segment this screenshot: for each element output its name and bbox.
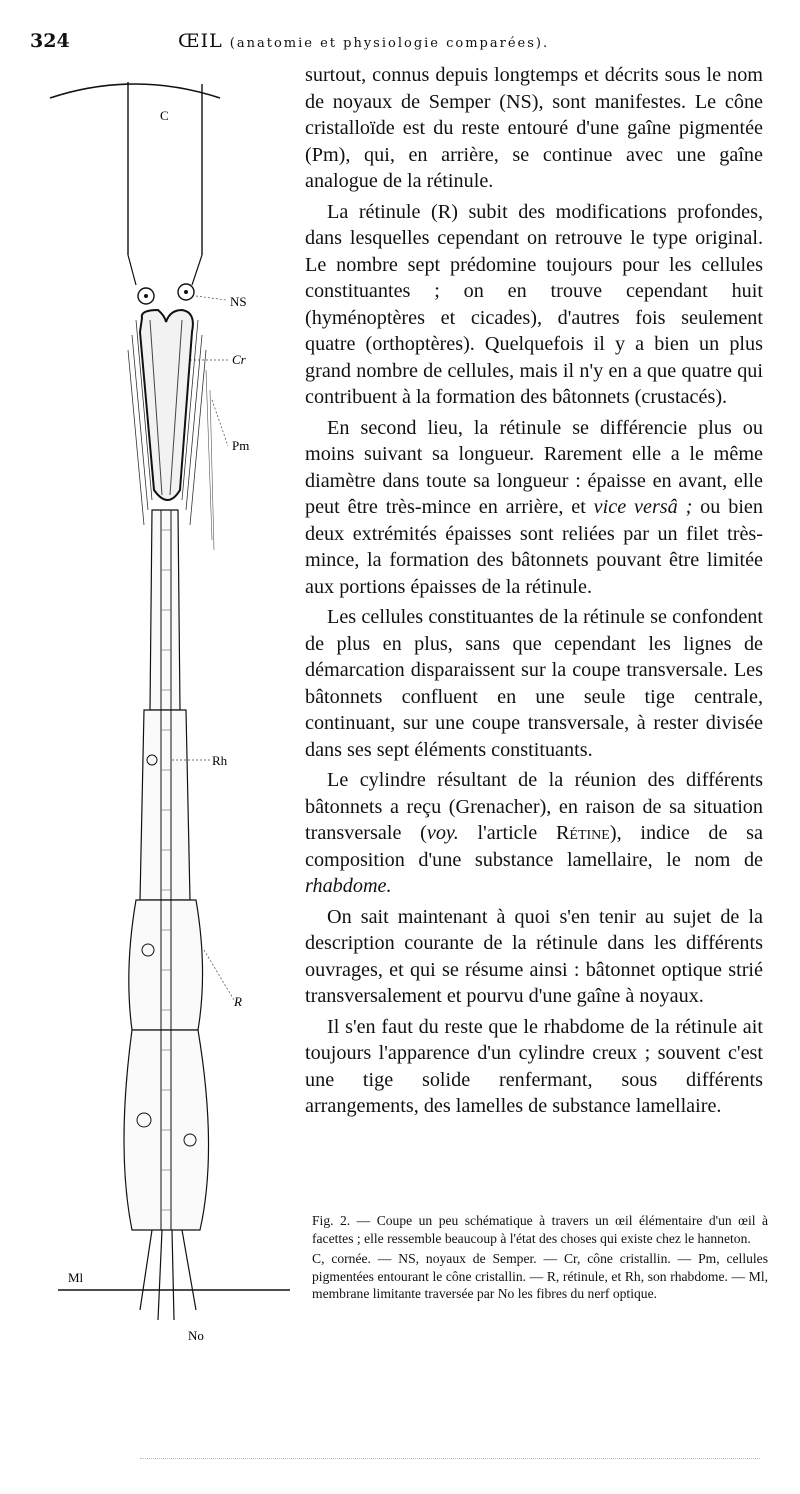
caption-legend: C, cornée. — NS, noyaux de Semper. — Cr, cône cristallin. — Pm, cellules pigmentées entourant le cône cristallin. — R, rétinule, et Rh, son rhabdome. — Ml, membrane limitante traversée par No les fibres du nerf optique.	[312, 1251, 768, 1301]
paragraph-5-ref: Rétine	[555, 822, 610, 844]
footer-rule	[140, 1458, 760, 1460]
leader-pm	[212, 400, 228, 446]
paragraph-5	[305, 767, 763, 900]
label-rh: Rh	[212, 753, 228, 768]
paragraph-3-start: En second lieu, la rétinule se différencie plus ou moins suivant sa longueur. Rarement elle a le même diamètre dans toute sa longueur : épaisse en avant, elle peut être très-mince en arrière, et	[305, 416, 763, 518]
label-ns: NS	[230, 294, 247, 309]
paragraph-3	[305, 415, 763, 601]
label-ml: Ml	[68, 1270, 84, 1285]
paragraph-2: La rétinule (R) subit des modifications profondes, dans lesquelles cependant on retrouve le type original. Le nombre sept prédomine toujours pour les cellules constituantes ; on en trouve cependant huit (hyménoptères et cicades), d'autres fois seulement quatre (orthoptères). Quelquefois il y a bien un plus grand nombre de cellules, mais il n'y en a que quatre qui contribuent à la formation des bâtonnets (crustacés).	[305, 200, 763, 408]
running-title-sub: (anatomie et physiologie comparées).	[229, 36, 550, 51]
running-title-main: ŒIL	[178, 30, 223, 52]
cornea-taper	[128, 255, 202, 285]
paragraph-3-end: ou bien deux extrémités épaisses sont reliées par un filet très-mince, la formation des bâtonnets pouvant être limitée aux portions épaisses de la rétinule.	[305, 496, 763, 598]
running-header	[30, 30, 770, 56]
retinula-mid	[140, 710, 190, 900]
label-pm: Pm	[232, 438, 250, 453]
paragraph-3-italic: vice versâ ;	[593, 496, 693, 518]
label-r: R	[234, 994, 242, 1009]
paragraph-6: On sait maintenant à quoi s'en tenir au sujet de la description courante de la rétinule dans les différents ouvrages, et qui se résume ainsi : bâtonnet optique strié transversalement et pourvu d'une gaîne à noyaux.	[305, 905, 763, 1007]
paragraph-5-mid2: ), indice de sa composition d'une substance lamellaire, le nom de	[305, 822, 763, 871]
figure-ommatidium	[40, 70, 300, 1370]
retinula-low	[129, 900, 203, 1030]
leader-r	[204, 950, 234, 1000]
label-cr: Cr	[232, 352, 246, 367]
leader-ns	[196, 296, 226, 300]
paragraph-5-mid: l'article	[458, 822, 556, 844]
crystalline-cone	[140, 310, 193, 500]
optic-nerve-fibres	[140, 1230, 196, 1320]
label-c: C	[160, 108, 169, 123]
paragraph-5-voy: voy.	[426, 822, 459, 844]
running-title	[178, 30, 549, 52]
caption-title: Fig. 2. — Coupe un peu schématique à travers un œil élémentaire d'un œil à facettes ; elle ressemble beaucoup à l'état des choses qui existe chez le hanneton.	[312, 1213, 768, 1246]
paragraph-7: Il s'en faut du reste que le rhabdome de la rétinule ait toujours l'apparence d'un cylindre creux ; souvent c'est une tige solide renfermant, sous différents arrangements, des lamelles de substance lamellaire.	[305, 1015, 763, 1117]
figure-caption	[312, 1212, 768, 1306]
paragraph-5-term: rhabdome.	[305, 875, 392, 897]
page-number: 324	[30, 30, 70, 52]
paragraph-1: surtout, connus depuis longtemps et décrits sous le nom de noyaux de Semper (NS), sont manifestes. Le cône cristalloïde est du reste entouré d'une gaîne pigmentée (Pm), qui, en arrière, se continue avec une gaîne analogue de la rétinule.	[305, 64, 763, 192]
ommatidium-drawing	[40, 70, 300, 1370]
label-no: No	[188, 1328, 204, 1343]
paragraph-4: Les cellules constituantes de la rétinule se confondent de plus en plus, sans que cependant les lignes de démarcation disparaissent sur la coupe transversale. Les bâtonnets confluent en une seule tige centrale, continuant, sur une coupe transversale, à rester divisée dans ses sept éléments constituants.	[305, 606, 763, 761]
paragraph-5-start: Le cylindre résultant de la réunion des différents bâtonnets a reçu (Grenacher), en raison de sa situation transversale (	[305, 769, 763, 844]
cornea-outline	[50, 84, 220, 98]
body-text	[305, 62, 763, 1124]
